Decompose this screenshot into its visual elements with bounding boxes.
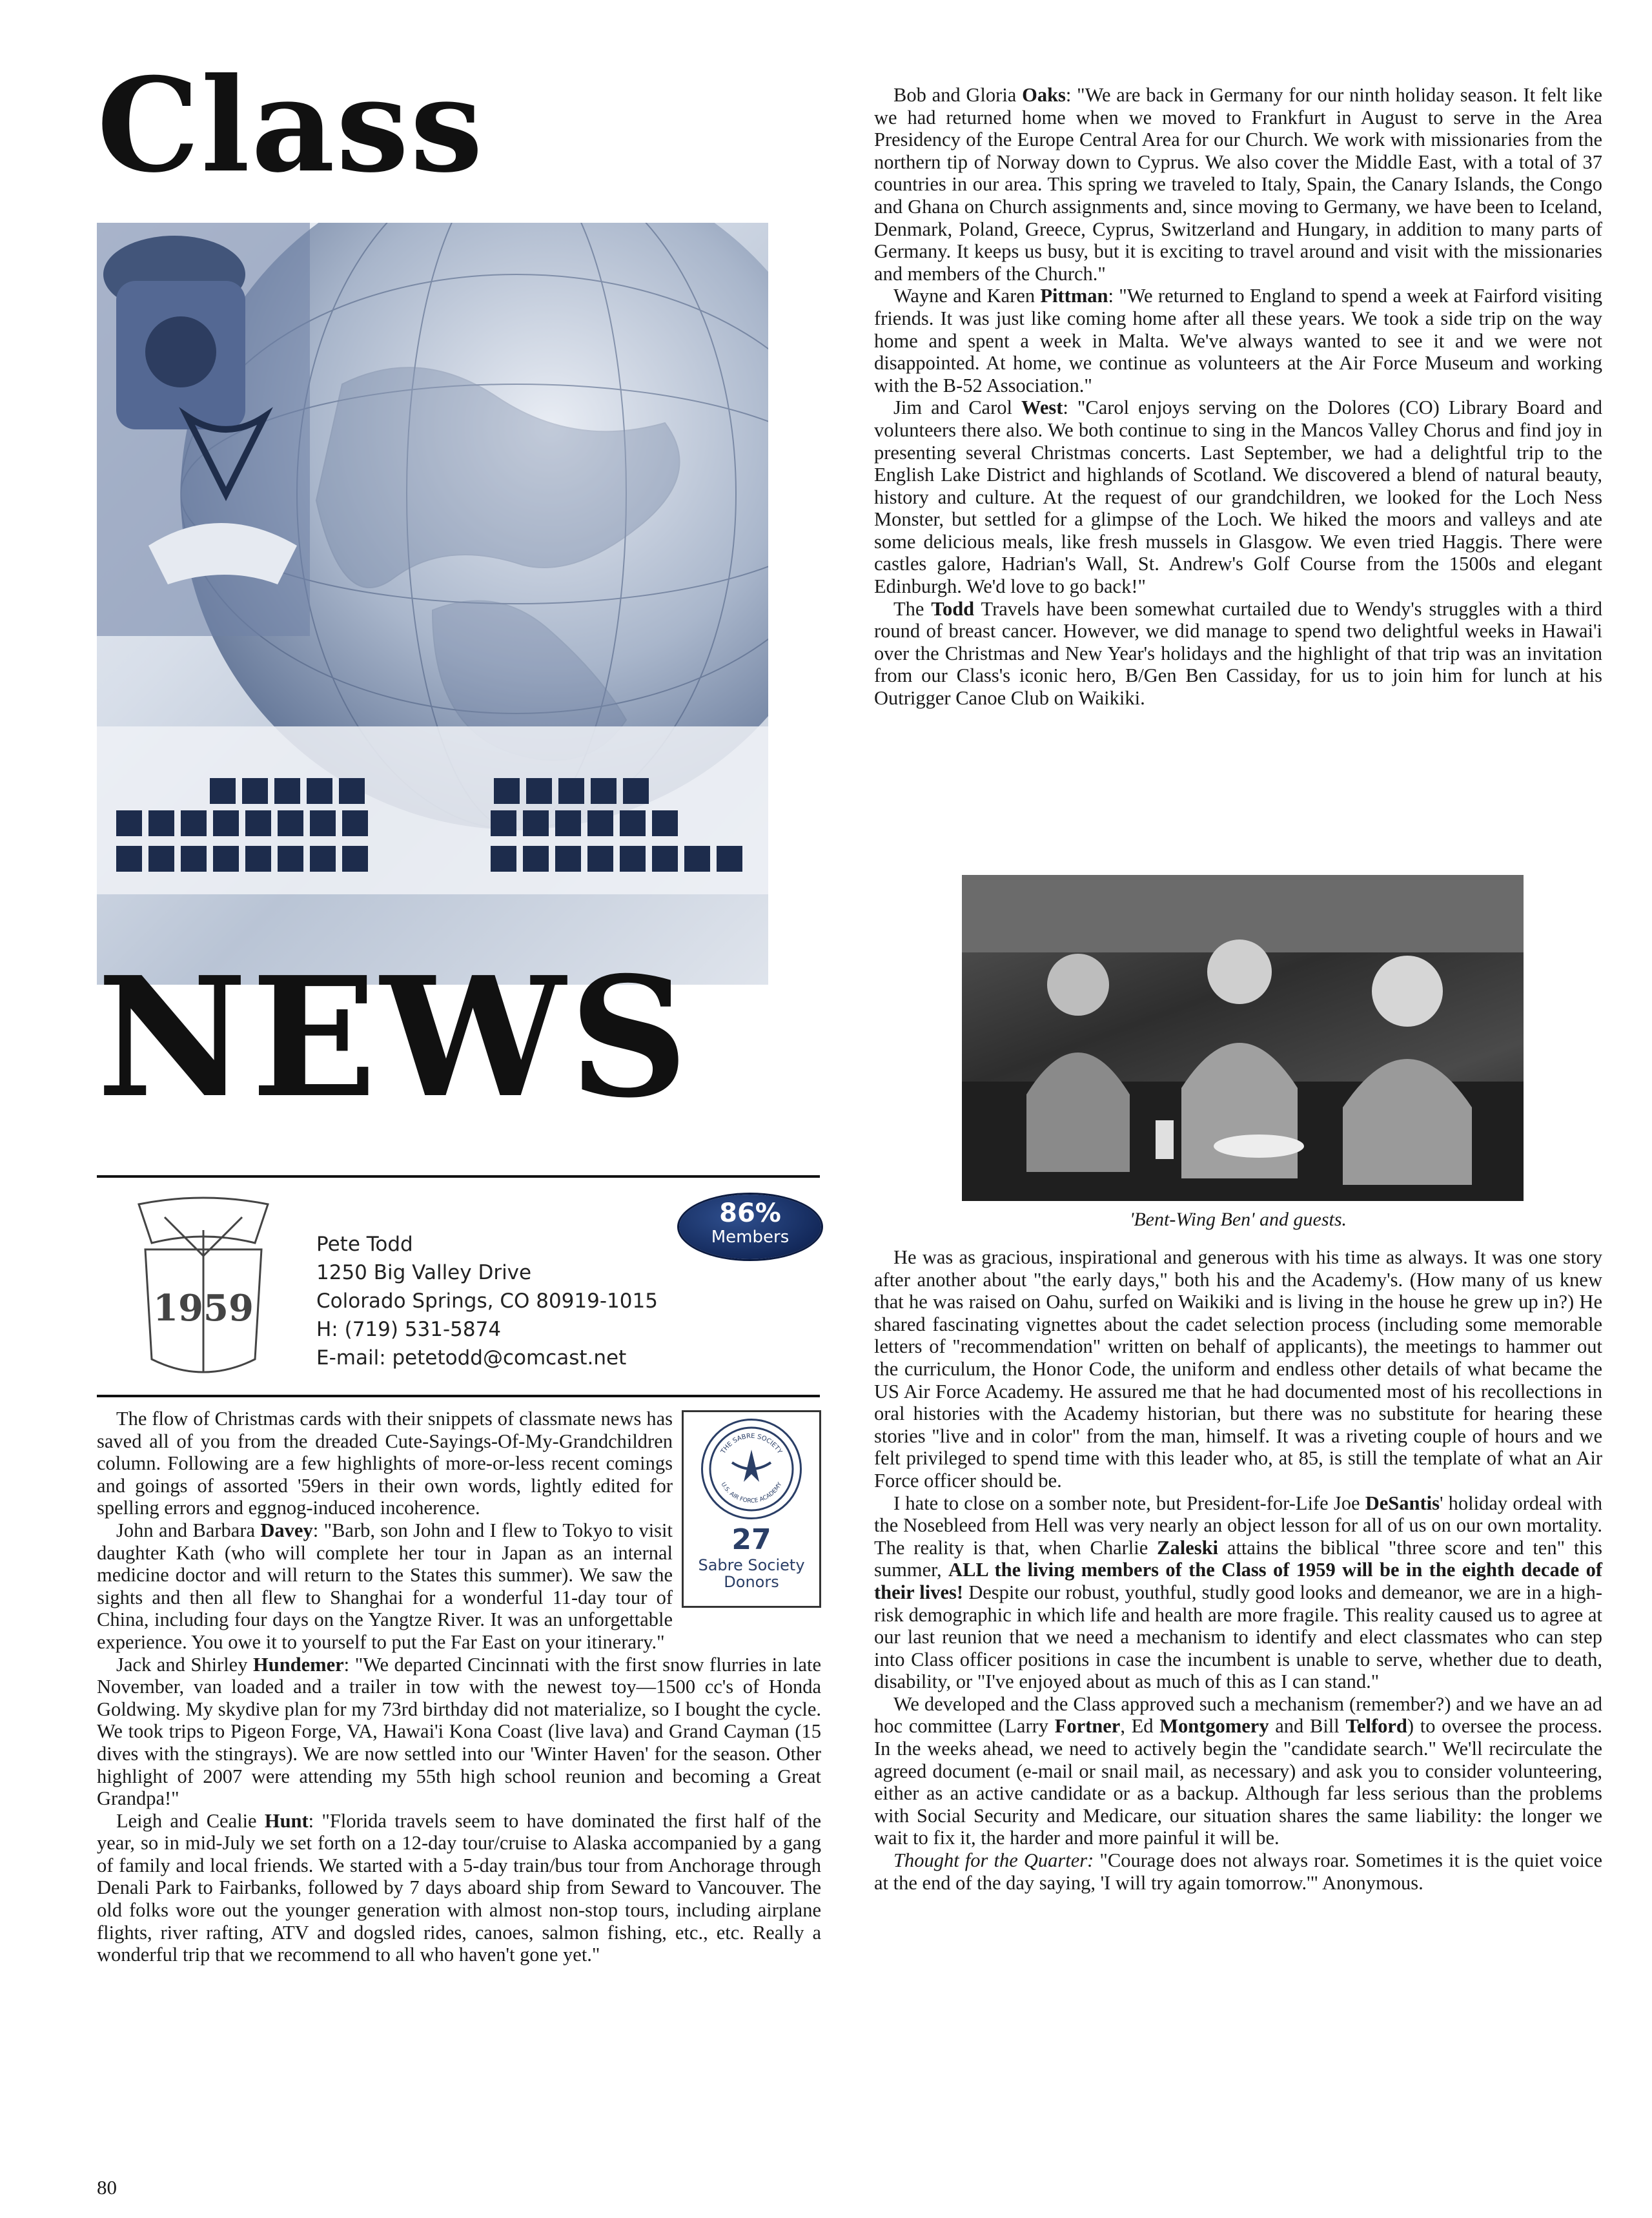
left-paragraph-davey: John and Barbara Davey: "Barb, son John and I flew to Tokyo to visit daughter Kath (who will complete her tour in Japan as an internal medicine doctor and will return to the States this summer). We saw the sights and then all flew to Shanghai for a wonderful 11-day tour of China, including four days on the Yangtze River. It was an unforgettable experience. You owe it to yourself to put the Far East on your itinerary." (97, 1519, 673, 1653)
contact-address1: 1250 Big Valley Drive (316, 1261, 532, 1284)
left-paragraph-hunt: Leigh and Cealie Hunt: "Florida travels seem to have dominated the first half of the year, so in mid-July we set forth on a 12-day tour/cruise to Alaska accompanied by a gang of family and local friends. We started with a 5-day train/bus tour from Anchorage through Denali Park to Fairbanks, followed by 7 days aboard ship from Seward to Vancouver. The old folks wore out the younger generation with almost non-stop tours, including airplane flights, river rafting, ATV and dogsled rides, canoes, salmon fishing, etc., etc. Really a wonderful trip that we recommend to all who haven't gone yet." (97, 1809, 821, 1966)
sabre-society-box (682, 1410, 821, 1608)
left-paragraph-intro: The flow of Christmas cards with their snippets of classmate news has saved all of you from the dreaded Cute-Sayings-Of-My-Grandchildren column. Following are a few highlights of more-or-less recent comings and goings of assorted '59ers in their own words, lightly edited for spelling errors and eggnog-induced incoherence. (97, 1408, 673, 1519)
membership-percent: 86% (719, 1198, 781, 1228)
contact-name: Pete Todd (316, 1233, 413, 1256)
group-photo (962, 875, 1524, 1201)
bottom-rule (97, 1395, 820, 1397)
right-paragraph-desantis: I hate to close on a somber note, but President-for-Life Joe DeSantis' holiday ordeal with the Nosebleed from Hell was very nearly an object lesson for all of us on our own mortality. The reality is that, when Charlie Zaleski attains the biblical "three score and ten" this summer, ALL the living members of the Class of 1959 will be in the eighth decade of their lives! Despite our robust, youthful, studly good looks and demeanor, we are in a high-risk demographic in which life and health are more fragile. This reality caused us to agree at our last reunion that we need a mechanism to identify and elect classmates who can step into Class officer positions in case the incumbent is unable to serve, whether due to death, disability, or "I've enjoyed about as much of this as I can stand." (874, 1492, 1602, 1693)
svg-text:U.S. AIR FORCE ACADEMY: U.S. AIR FORCE ACADEMY (719, 1481, 784, 1505)
contact-address2: Colorado Springs, CO 80919-1015 (316, 1289, 658, 1313)
right-paragraph-todd: The Todd Travels have been somewhat curtailed due to Wendy's struggles with a third round of breast cancer. However, we did manage to spend two delightful weeks in Hawai'i over the Christmas and New Year's holidays and the highlight of that trip was an invitation from our Class's iconic hero, B/Gen Ben Cassiday, for us to join him for lunch at his Outrigger Canoe Club on Waikiki. (874, 597, 1602, 710)
page-number: 80 (97, 2176, 117, 2199)
sabre-label-1: Sabre Society (698, 1556, 805, 1574)
contact-phone: H: (719) 531-5874 (316, 1318, 502, 1341)
person-right (1343, 956, 1472, 1185)
right-paragraph-pittman: Wayne and Karen Pittman: "We returned to England to spend a week at Fairford visiting friends. It was just like coming home after all these years. We took a side trip on the way home and spent a week in Malta. We've always wanted to see it and we were not disappointed. At home, we continue as volunteers at the Air Force Museum and working with the B-52 Association." (874, 285, 1602, 396)
sabre-society-seal-icon (701, 1419, 802, 1519)
heading-news: NEWS (97, 941, 692, 1135)
class-scribe-contact (316, 1230, 658, 1372)
person-left (1026, 954, 1130, 1172)
right-column-top (874, 84, 1602, 710)
right-paragraph-oaks: Bob and Gloria Oaks: "We are back in Germany for our ninth holiday season. It felt like we had returned home when we moved to Frankfurt in August to serve in the Area Presidency of the Europe Central Area for our Church. We work with missionaries from the northern tip of Norway down to Cyprus. We also cover the Middle East, with a total of 37 countries in our area. This spring we traveled to Italy, Spain, the Canary Islands, the Congo and Ghana on Church assignments and, since moving to Germany, we have been to Iceland, Denmark, Poland, Greece, Cyprus, Switzerland and Hungary, in addition to many parts of Germany. It keeps us busy, but it is exciting to travel around and visit with the missionaries and members of the Church." (874, 84, 1602, 285)
crest-year: 1959 (153, 1287, 254, 1330)
right-paragraph-cassiday: He was as gracious, inspirational and generous with his time as always. It was one story after another about "the early days," both his and the Academy's. (How many of us knew that he was raised on Oahu, surfed on Waikiki and is living in the house he grew up in?) He shared fascinating vignettes about the cadet selection process (including some memorable letters of "recommendation" written on behalf of applicants), the meetings to hammer out the curriculum, the Honor Code, the uniform and endless other details of what became the US Air Force Academy. He assured me that he had documented most of his recollections in oral histories with the Academy historian, but there was no substitute for hearing these stories "live and in color" from the man, himself. It was a riveting couple of hours and we felt privileged to spend time with this leader who, at 85, is still the template of what an Air Force officer should be. (874, 1246, 1602, 1492)
left-paragraph-hundemer: Jack and Shirley Hundemer: "We departed Cincinnati with the first snow flurries in late November, van loaded and a trailer in tow with the newest toy—1500 cc's of Honda Goldwing. My skydive plan for my 73rd birthday did not materialize, so I bought the cycle. We took trips to Pigeon Forge, VA, Hawai'i Kona Coast (live lava) and Grand Cayman (15 dives with the stingrays). We are now settled into our 'Winter Haven' for the season. Other highlight of 2007 were attending my 55th high school reunion and becoming a Great Grandpa!" (97, 1653, 821, 1810)
sabre-donor-count: 27 (731, 1523, 771, 1556)
top-rule (97, 1175, 820, 1178)
globe-and-ring-illustration (97, 223, 768, 985)
right-column-bottom (874, 1246, 1602, 1894)
right-paragraph-committee: We developed and the Class approved such a mechanism (remember?) and we have an ad hoc committee (Larry Fortner, Ed Montgomery and Bill Telford) to oversee the process. In the weeks ahead, we need to actively begin the "candidate search." We'll recirculate the agreed document (e-mail or snail mail, as necessary) and ask you to consider volunteering, either as an active candidate or as a backup. Although far less serious than the problems with Social Security and Medicare, our situation shares the same liability: the longer we wait to fix it, the harder and more painful it will be. (874, 1692, 1602, 1849)
membership-label: Members (711, 1227, 790, 1247)
photo-caption: 'Bent-Wing Ben' and guests. (1129, 1209, 1347, 1230)
left-column (97, 1408, 821, 1966)
hero-collage-image (97, 223, 768, 985)
contact-email[interactable]: E-mail: petetodd@comcast.net (316, 1346, 627, 1370)
svg-text:THE SABRE SOCIETY: THE SABRE SOCIETY (720, 1432, 783, 1455)
class-crest-icon (126, 1191, 281, 1385)
right-paragraph-quote: Thought for the Quarter: "Courage does not always roar. Sometimes it is the quiet voice at the end of the day saying, 'I will try again tomorrow.'" Anonymous. (874, 1849, 1602, 1894)
right-paragraph-west: Jim and Carol West: "Carol enjoys serving on the Dolores (CO) Library Board and volunteers there also. We both continue to sing in the Mancos Valley Chorus and find joy in presenting several Christmas concerts. Last September, we had a delightful trip to the English Lake District and highlands of Scotland. We discovered a blend of natural beauty, history and culture. At the request of our grandchildren, we looked for the Loch Ness Monster, but settled for a glimpse of the Loch. We hiked the moors and valleys and ate some delicious meals, like fresh mussels in Glasgow. We even tried Haggis. There were castles galore, Hadrian's Wall, St. Andrew's Golf Course from the 1500s and elegant Edinburgh. We'd love to go back!" (874, 396, 1602, 598)
sabre-label-2: Donors (724, 1573, 779, 1591)
membership-badge (679, 1195, 821, 1259)
heading-class: Class (97, 50, 484, 201)
